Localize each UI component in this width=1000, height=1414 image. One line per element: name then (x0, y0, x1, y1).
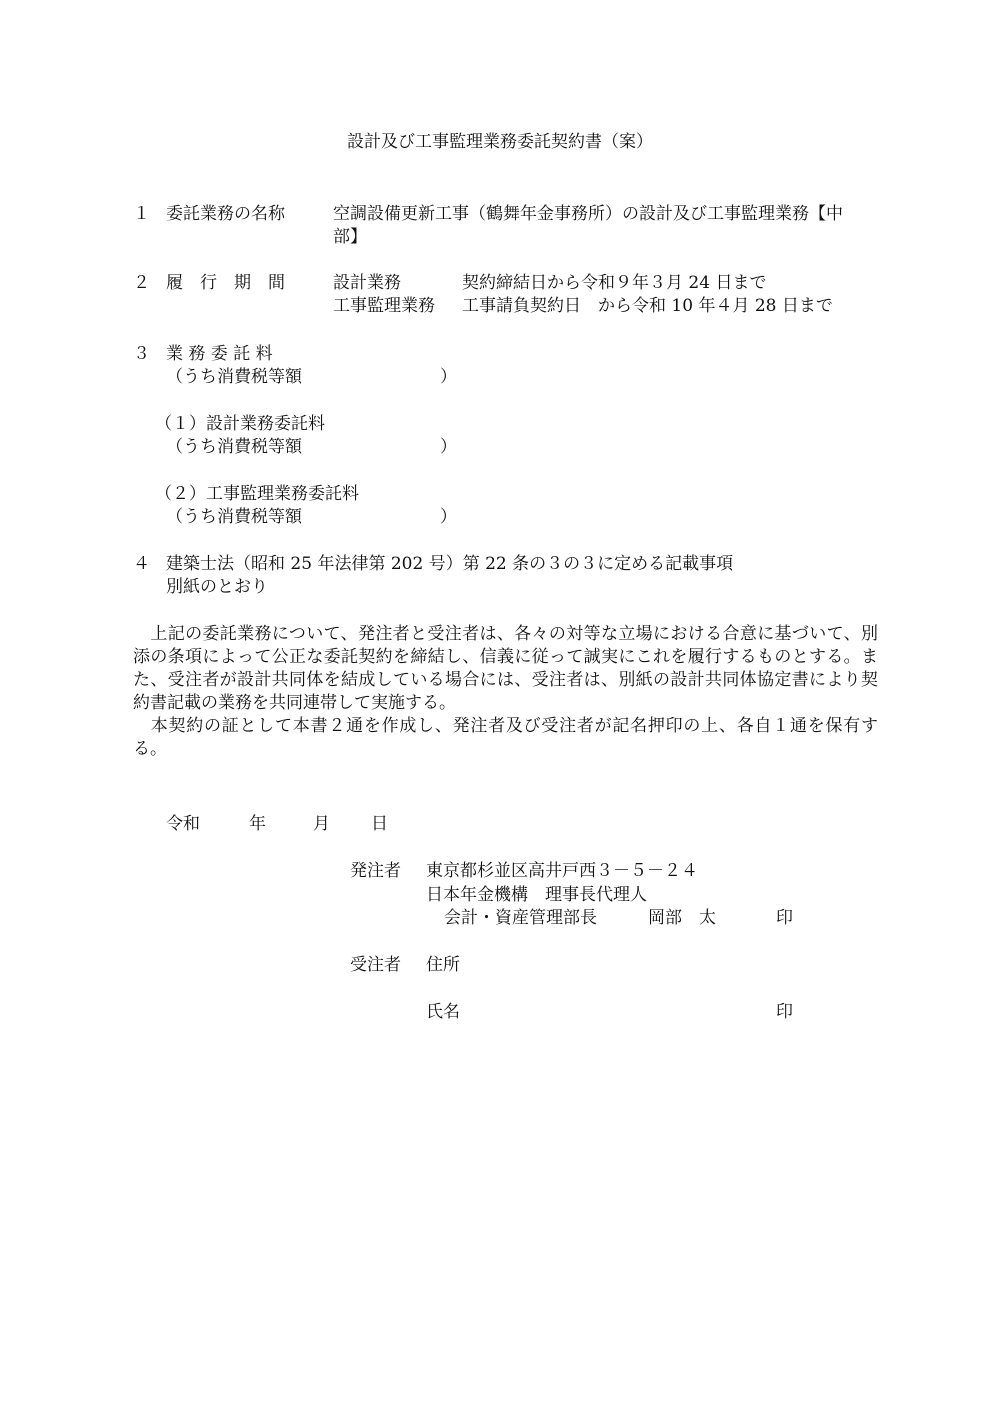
orderer-address: 東京都杉並区高井戸西３－５－２４ (426, 861, 698, 881)
orderer-position: 会計・資産管理部長 (444, 908, 597, 928)
item1-value-line2: 部】 (333, 227, 367, 247)
orderer-name: 岡部 太 (648, 908, 716, 928)
item3-tax-open: （うち消費税等額 (166, 367, 302, 387)
contractor-seal: 印 (776, 1002, 793, 1022)
item4-number: ４ (133, 554, 150, 574)
body-paragraph-2: 本契約の証として本書２通を作成し、発注者及び受注者が記名押印の上、各自１通を保有する。 (133, 716, 878, 759)
item3-label: 業 務 委 託 料 (166, 344, 273, 364)
contractor-label: 受注者 (350, 955, 401, 975)
orderer-seal: 印 (776, 908, 793, 928)
period-design-label: 設計業務 (333, 273, 401, 293)
sub2-tax-close: ） (440, 507, 457, 527)
sub2-label: （２）工事監理業務委託料 (155, 484, 359, 504)
date-month: 月 (313, 814, 330, 834)
item2-number: ２ (133, 273, 150, 293)
period-supervision-value: 工事請負契約日 から令和 10 年４月 28 日まで (462, 296, 833, 316)
orderer-organization: 日本年金機構 理事長代理人 (426, 885, 647, 905)
sub2-tax-open: （うち消費税等額 (166, 507, 302, 527)
contractor-name-label: 氏名 (426, 1002, 460, 1022)
contractor-address-label: 住所 (426, 955, 460, 975)
body-paragraph-1: 上記の委託業務について、発注者と受注者は、各々の対等な立場における合意に基づいて、別添の条項によって公正な委託契約を締結し、信義に従って誠実にこれを履行するものとする。また、受注者が設計共同体を結成している場合には、受注者は、別紙の設計共同体協定書により契約書記載の業務を共同連帯して実施する。 (133, 624, 878, 713)
sub1-tax-open: （うち消費税等額 (166, 437, 302, 457)
orderer-label: 発注者 (350, 861, 401, 881)
item2-label: 履 行 期 間 (166, 273, 285, 293)
item4-sub: 別紙のとおり (166, 577, 268, 597)
period-design-value: 契約締結日から令和９年３月 24 日まで (462, 273, 767, 293)
item1-label: 委託業務の名称 (166, 204, 285, 224)
sub1-label: （１）設計業務委託料 (155, 414, 325, 434)
item3-number: ３ (133, 344, 150, 364)
item4-text: 建築士法（昭和 25 年法律第 202 号）第 22 条の３の３に定める記載事項 (166, 554, 734, 574)
date-day: 日 (371, 814, 388, 834)
item3-tax-close: ） (440, 367, 457, 387)
document-title: 設計及び工事監理業務委託契約書（案） (347, 132, 653, 152)
item1-number: １ (133, 204, 150, 224)
date-year: 年 (249, 814, 266, 834)
period-supervision-label: 工事監理業務 (333, 296, 435, 316)
item1-value-line1: 空調設備更新工事（鶴舞年金事務所）の設計及び工事監理業務【中 (333, 204, 843, 224)
date-era: 令和 (166, 814, 200, 834)
sub1-tax-close: ） (440, 437, 457, 457)
